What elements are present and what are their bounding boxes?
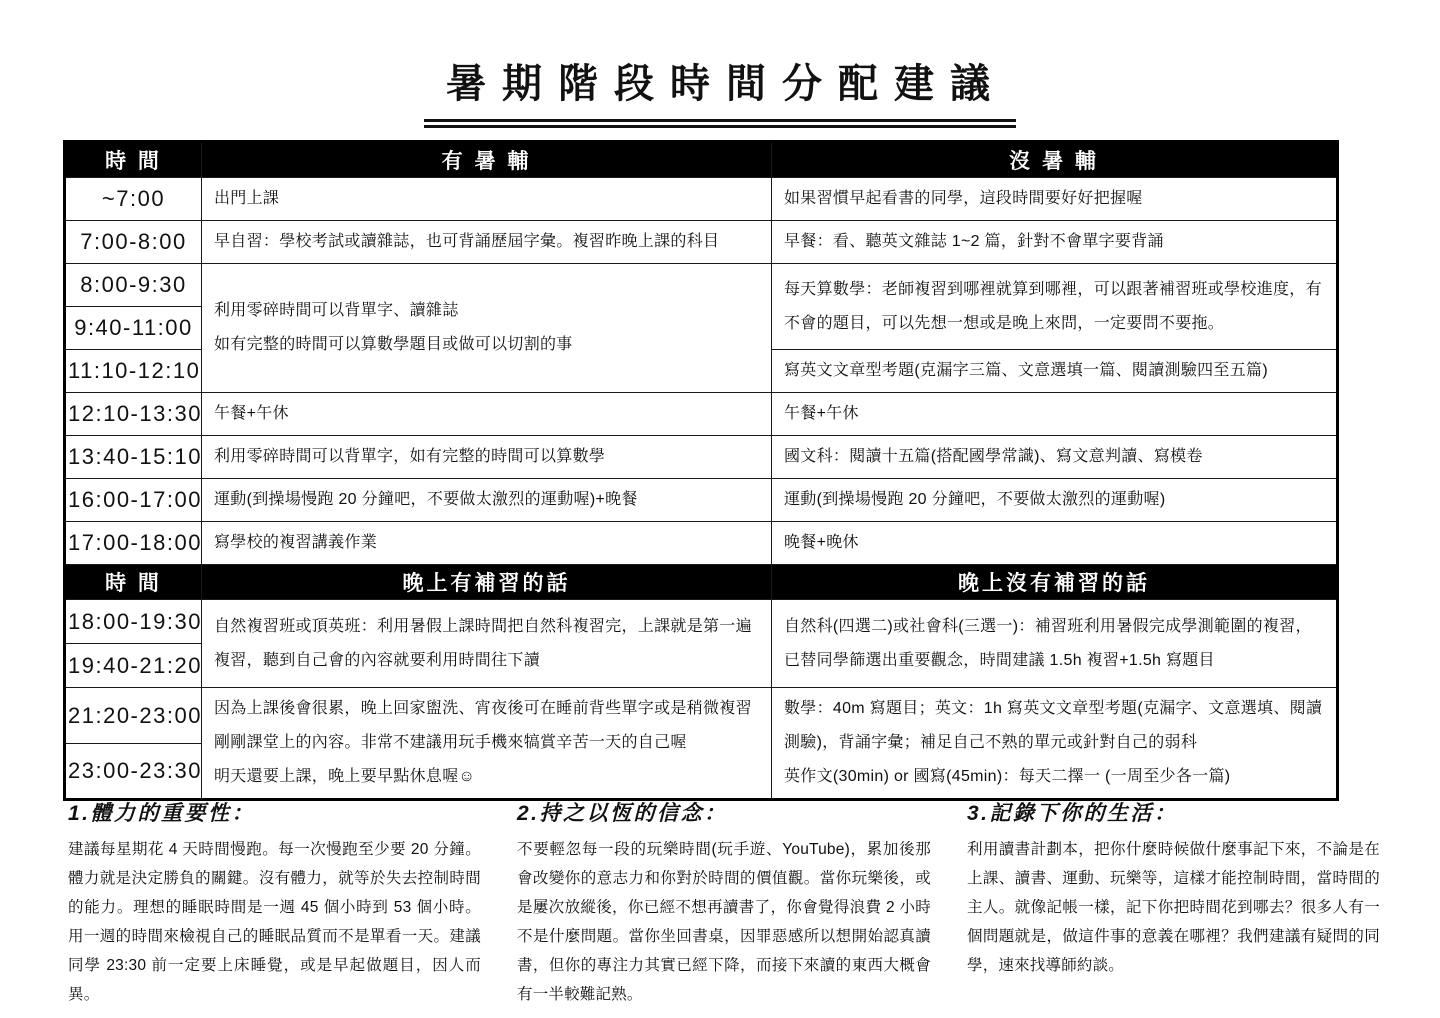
footnote-perseverance	[517, 797, 931, 1009]
table-row	[65, 479, 1338, 522]
time-cell: 19:40-21:20	[65, 644, 202, 688]
with-tutoring-cell: 寫學校的複習講義作業	[202, 522, 772, 565]
time-cell: 18:00-19:30	[65, 600, 202, 644]
time-cell: 21:20-23:00	[65, 688, 202, 744]
no-tutoring-morning-cell: 每天算數學：老師複習到哪裡就算到哪裡，可以跟著補習班或學校進度，有不會的題目，可以先想一想或是晚上來問，一定要問不要拖。	[772, 264, 1338, 350]
footnote-body: 利用讀書計劃本，把你什麼時候做什麼事記下來，不論是在上課、讀書、運動、玩樂等，這樣才能控制時間，當時間的主人。就像記帳一樣，記下你把時間花到哪去？很多人有一個問題就是，做這件事的意義在哪裡？我們建議有疑問的同學，速來找導師約談。	[967, 841, 1380, 974]
table-row	[65, 600, 1338, 644]
time-cell: 16:00-17:00	[65, 479, 202, 522]
night-note-paragraph: 英作文(30min) or 國寫(45min)：每天二擇一 (一周至少各一篇)	[784, 768, 1231, 785]
summer-schedule-table	[63, 140, 1339, 801]
with-tutoring-cell: 利用零碎時間可以背單字，如有完整的時間可以算數學	[202, 436, 772, 479]
footnote-body: 不要輕忽每一段的玩樂時間(玩手遊、YouTube)，累加後那會改變你的意志力和你對於時間的價值觀。當你玩樂後，或是屢次放縱後，你已經不想再讀書了，你會覺得浪費 2 小時不是什麼問題。當你坐回書桌，因罪惡感所以想開始認真讀書，但你的專注力其實已經下降，而接下來讀的東西大概會有一半較難記熟。	[517, 841, 931, 1003]
footnotes-section	[68, 797, 1380, 1009]
night-with-tutoring-cell	[202, 688, 772, 800]
table-row	[65, 522, 1338, 565]
with-tutoring-cell: 早自習：學校考試或讀雜誌，也可背誦歷屆字彙。複習昨晚上課的科目	[202, 221, 772, 264]
with-tutoring-cell: 運動(到操場慢跑 20 分鐘吧，不要做太激烈的運動喔)+晚餐	[202, 479, 772, 522]
with-tutoring-cell: 午餐+午休	[202, 393, 772, 436]
morning-note-line: 利用零碎時間可以背單字、讀雜誌	[214, 302, 459, 319]
time-cell: 23:00-23:30	[65, 744, 202, 800]
time-cell: 7:00-8:00	[65, 221, 202, 264]
time-cell: 13:40-15:10	[65, 436, 202, 479]
time-cell: 8:00-9:30	[65, 264, 202, 307]
time-cell: 9:40-11:00	[65, 307, 202, 350]
no-tutoring-cell: 運動(到操場慢跑 20 分鐘吧，不要做太激烈的運動喔)	[772, 479, 1338, 522]
time-cell: 17:00-18:00	[65, 522, 202, 565]
table-row	[65, 221, 1338, 264]
night-note-paragraph: 因為上課後會很累，晚上回家盥洗、宵夜後可在睡前背些單字或是稍微複習剛剛課堂上的內容。非常不建議用玩手機來犒賞辛苦一天的自己喔	[214, 700, 752, 751]
header-with-tutoring: 有 暑 輔	[202, 142, 772, 178]
footnote-body: 建議每星期花 4 天時間慢跑。每一次慢跑至少要 20 分鐘。體力就是決定勝負的關鍵。沒有體力，就等於失去控制時間的能力。理想的睡眠時間是一週 45 個小時到 53 個小時。用一週的時間來檢視自己的睡眠品質而不是單看一天。建議同學 23:30 前一定要上床睡覺，或是早起做題目，因人而異。	[68, 841, 481, 1003]
table-row	[65, 264, 1338, 307]
footnote-title: 3.記錄下你的生活：	[967, 802, 1178, 825]
night-no-tutoring-cell	[772, 688, 1338, 800]
header-no-tutoring: 沒 暑 輔	[772, 142, 1338, 178]
with-tutoring-morning-cell	[202, 264, 772, 393]
no-tutoring-cell: 寫英文文章型考題(克漏字三篇、文意選填一篇、閱讀測驗四至五篇)	[772, 350, 1338, 393]
night-note-paragraph: 數學：40m 寫題目；英文：1h 寫英文文章型考題(克漏字、文意選填、閱讀測驗)，背誦字彙；補足自己不熟的單元或針對自己的弱科	[784, 700, 1323, 751]
time-cell: 12:10-13:30	[65, 393, 202, 436]
evening-no-tutoring-cell: 自然科(四選二)或社會科(三選一)：補習班利用暑假完成學測範圍的複習，已替同學篩選出重要觀念，時間建議 1.5h 複習+1.5h 寫題目	[772, 600, 1338, 688]
no-tutoring-cell: 晚餐+晚休	[772, 522, 1338, 565]
evening-with-tutoring-cell: 自然複習班或頂英班：利用暑假上課時間把自然科複習完，上課就是第一遍複習，聽到自己會的內容就要利用時間往下讀	[202, 600, 772, 688]
evening-header-row	[65, 565, 1338, 600]
with-tutoring-cell: 出門上課	[202, 178, 772, 221]
no-tutoring-cell: 早餐：看、聽英文雜誌 1~2 篇，針對不會單字要背誦	[772, 221, 1338, 264]
no-tutoring-cell: 國文科：閱讀十五篇(搭配國學常識)、寫文意判讀、寫模卷	[772, 436, 1338, 479]
time-cell: 11:10-12:10	[65, 350, 202, 393]
footnote-stamina	[68, 797, 481, 1009]
footnote-title: 2.持之以恆的信念：	[517, 802, 728, 825]
footnote-title: 1.體力的重要性：	[68, 802, 256, 825]
footnote-record-life	[967, 797, 1380, 1009]
header-time: 時 間	[65, 565, 202, 600]
page-title: 暑期階段時間分配建議	[424, 52, 1016, 128]
document-header	[0, 52, 1440, 128]
table-row	[65, 688, 1338, 744]
table-row	[65, 393, 1338, 436]
no-tutoring-cell: 如果習慣早起看書的同學，這段時間要好好把握喔	[772, 178, 1338, 221]
header-evening-with-tutoring: 晚上有補習的話	[202, 565, 772, 600]
time-cell: ~7:00	[65, 178, 202, 221]
night-note-paragraph: 明天還要上課，晚上要早點休息喔☺	[214, 768, 476, 785]
table-row	[65, 436, 1338, 479]
morning-note-line: 如有完整的時間可以算數學題目或做可以切割的事	[214, 336, 573, 353]
header-time: 時 間	[65, 142, 202, 178]
header-evening-no-tutoring: 晚上沒有補習的話	[772, 565, 1338, 600]
no-tutoring-cell: 午餐+午休	[772, 393, 1338, 436]
daytime-header-row	[65, 142, 1338, 178]
table-row	[65, 178, 1338, 221]
